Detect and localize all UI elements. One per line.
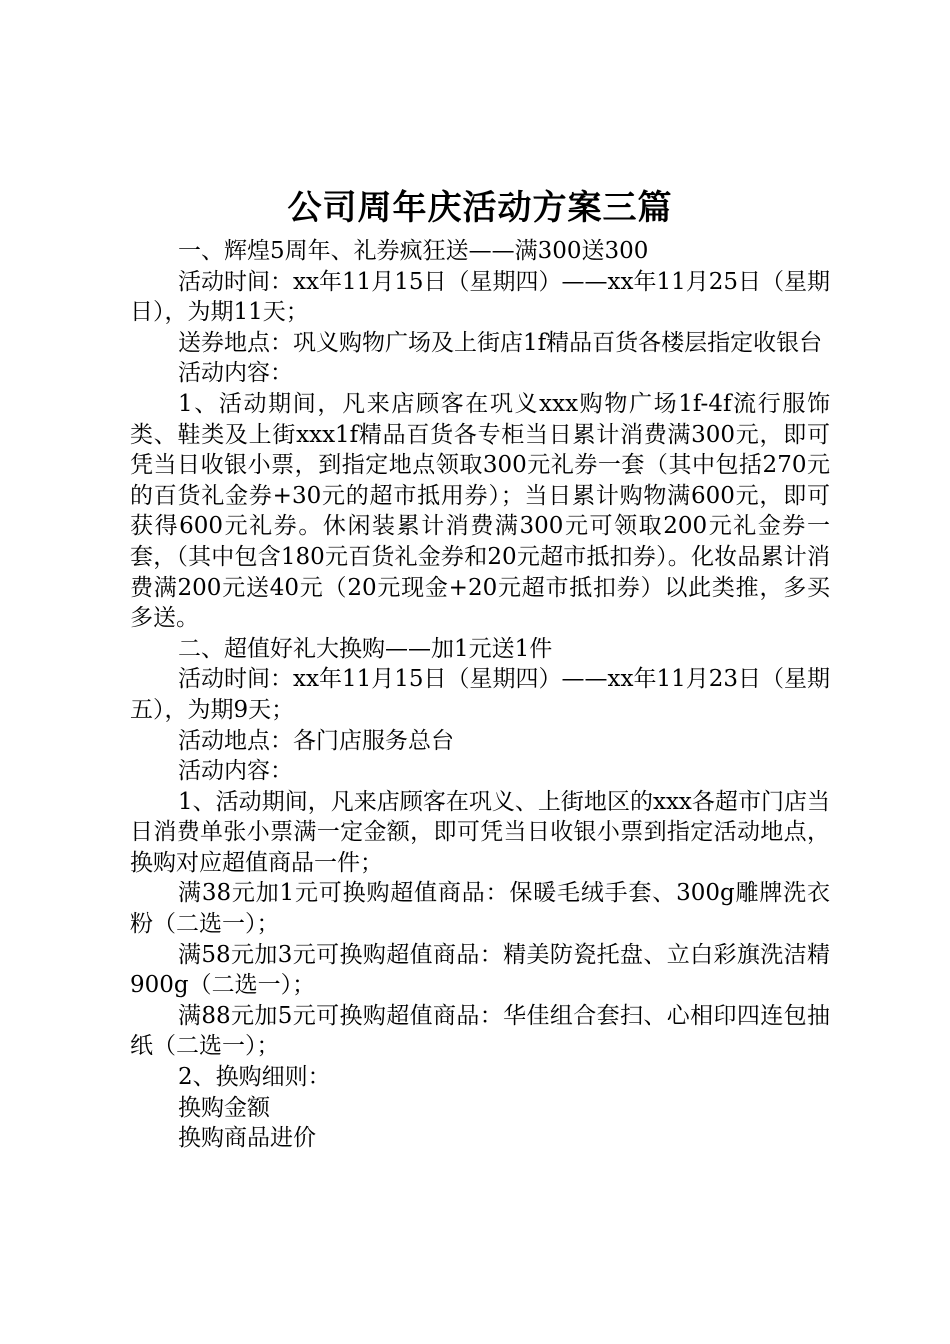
exchange-tier-38: 满38元加1元可换购超值商品：保暖毛绒手套、300g雕牌洗衣粉（二选一）； [130, 880, 830, 938]
exchange-amount-label: 换购金额 [178, 1094, 270, 1121]
section-2-time: 活动时间：xx年11月15日（星期四）——xx年11月23日（星期五），为期9天； [130, 666, 830, 723]
section-2-location: 活动地点：各门店服务总台 [178, 727, 454, 754]
section-2-content-body: 1、活动期间，凡来店顾客在巩义、上街地区的xxx各超市门店当日消费单张小票满一定金额，即可凭当日收银小票到指定活动地点，换购对应超值商品一件； [130, 788, 830, 876]
section-1-heading: 一、辉煌5周年、礼券疯狂送——满300送300 [178, 238, 649, 264]
exchange-rules-heading: 2、换购细则： [178, 1064, 331, 1091]
section-1-location: 送券地点：巩义购物广场及上街店1f精品百货各楼层指定收银台 [178, 329, 823, 356]
section-2-content-label: 活动内容： [178, 758, 293, 785]
exchange-cost-label: 换购商品进价 [178, 1125, 316, 1152]
section-1-content-body: 1、活动期间，凡来店顾客在巩义xxx购物广场1f-4f流行服饰类、鞋类及上街xxx1f精品百货各专柜当日累计消费满300元，即可凭当日收银小票，到指定地点领取300元礼券一套（其中包括270元的百货礼金券+30元的超市抵用券）；当日累计购物满600元，即可获得600元礼券。休闲装累计消费满300元可领取200元礼金券一套，（其中包含180元百货礼金券和20元超市抵扣券）。化妆品累计消费满200元送40元（20元现金+20元超市抵扣券）以此类推，多买多送。 [130, 390, 830, 632]
exchange-tier-88: 满88元加5元可换购超值商品：华佳组合套扫、心相印四连包抽纸（二选一）； [130, 1002, 830, 1060]
document-page [130, 180, 830, 1154]
section-2-heading: 二、超值好礼大换购——加1元送1件 [178, 635, 553, 662]
document-title: 公司周年庆活动方案三篇 [287, 188, 673, 228]
section-1-time: 活动时间：xx年11月15日（星期四）——xx年11月25日（星期日），为期11天； [130, 268, 830, 326]
section-1-content-label: 活动内容： [178, 360, 293, 387]
exchange-tier-58: 满58元加3元可换购超值商品：精美防瓷托盘、立白彩旗洗洁精900g（二选一）； [130, 941, 830, 999]
